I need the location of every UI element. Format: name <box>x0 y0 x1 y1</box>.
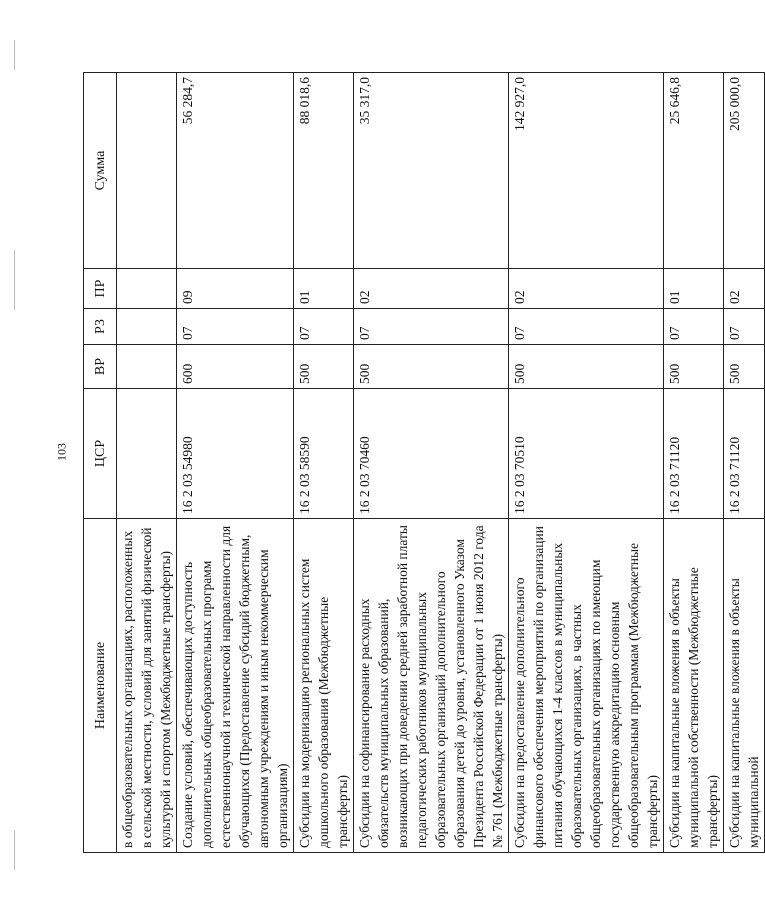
row-rz: 07 <box>294 309 354 345</box>
row-csr <box>117 389 177 519</box>
table-row <box>177 73 294 853</box>
header-csr: ЦСР <box>84 389 117 519</box>
row-name: Субсидии на предоставление дополнительного финансового обеспечения мероприятий по организации питания обучающихся 1-4 классов в муниципальных образовательных организациях, в частных общеобразовательных организациях по имеющим государственную аккредитацию основным общеобразовательным программам (Межбюджетные трансферты) <box>509 519 664 853</box>
table-row <box>724 73 765 853</box>
header-sum: Сумма <box>84 73 117 269</box>
row-vr: 500 <box>724 345 765 389</box>
row-pr: 02 <box>724 269 765 309</box>
row-name: Создание условий, обеспечивающих доступность дополнительных общеобразовательных программ естественнонаучной и технической направленности для обучающихся (Предоставление субсидий бюджетным, автономным учреждениям и иным некоммерческим организациям) <box>177 519 294 853</box>
row-pr: 02 <box>354 269 509 309</box>
row-pr: 02 <box>509 269 664 309</box>
table-row <box>509 73 664 853</box>
row-pr: 01 <box>664 269 724 309</box>
table-row <box>354 73 509 853</box>
row-csr: 16 2 03 71120 <box>724 389 765 519</box>
header-name: Наименование <box>84 519 117 853</box>
header-pr: ПР <box>84 269 117 309</box>
row-name: в общеобразовательных организациях, расположенных в сельской местности, условий для занятий физической культурой и спортом (Межбюджетные трансферты) <box>117 519 177 853</box>
row-vr: 500 <box>294 345 354 389</box>
row-sum: 142 927,0 <box>509 73 664 269</box>
row-sum: 88 018,6 <box>294 73 354 269</box>
row-rz: 07 <box>177 309 294 345</box>
row-pr: 09 <box>177 269 294 309</box>
row-vr: 600 <box>177 345 294 389</box>
row-pr <box>117 269 177 309</box>
row-rz: 07 <box>354 309 509 345</box>
table-row <box>664 73 724 853</box>
header-rz: РЗ <box>84 309 117 345</box>
row-csr: 16 2 03 58590 <box>294 389 354 519</box>
row-pr: 01 <box>294 269 354 309</box>
row-vr: 500 <box>354 345 509 389</box>
rotated-page-content <box>83 73 765 853</box>
scan-edge-line <box>14 40 15 70</box>
row-vr <box>117 345 177 389</box>
scan-edge-line <box>14 250 15 310</box>
row-rz: 07 <box>724 309 765 345</box>
page-number: 103 <box>54 443 69 461</box>
budget-table <box>83 72 765 853</box>
row-rz: 07 <box>509 309 664 345</box>
row-csr: 16 2 03 70510 <box>509 389 664 519</box>
row-name: Субсидии на капитальные вложения в объекты муниципальной <box>724 519 765 853</box>
row-name: Субсидии на капитальные вложения в объекты муниципальной собственности (Межбюджетные трансферты) <box>664 519 724 853</box>
row-vr: 500 <box>509 345 664 389</box>
row-sum: 56 284,7 <box>177 73 294 269</box>
table-row <box>117 73 177 853</box>
row-name: Субсидии на софинансирование расходных обязательств муниципальных образований, возникающих при доведении средней заработной платы педагогических работников муниципальных образовательных организаций дополнительного образования детей до уровня, установленного Указом Президента Российской Федерации от 1 июня 2012 года № 761 (Межбюджетные трансферты) <box>354 519 509 853</box>
row-rz <box>117 309 177 345</box>
row-csr: 16 2 03 54980 <box>177 389 294 519</box>
row-sum <box>117 73 177 269</box>
row-csr: 16 2 03 71120 <box>664 389 724 519</box>
header-vr: ВР <box>84 345 117 389</box>
row-vr: 500 <box>664 345 724 389</box>
table-row <box>294 73 354 853</box>
row-name: Субсидии на модернизацию региональных систем дошкольного образования (Межбюджетные трансферты) <box>294 519 354 853</box>
scan-edge-line <box>14 830 15 870</box>
row-sum: 35 317,0 <box>354 73 509 269</box>
table-header-row <box>84 73 117 853</box>
row-sum: 205 000,0 <box>724 73 765 269</box>
row-sum: 25 646,8 <box>664 73 724 269</box>
row-rz: 07 <box>664 309 724 345</box>
row-csr: 16 2 03 70460 <box>354 389 509 519</box>
